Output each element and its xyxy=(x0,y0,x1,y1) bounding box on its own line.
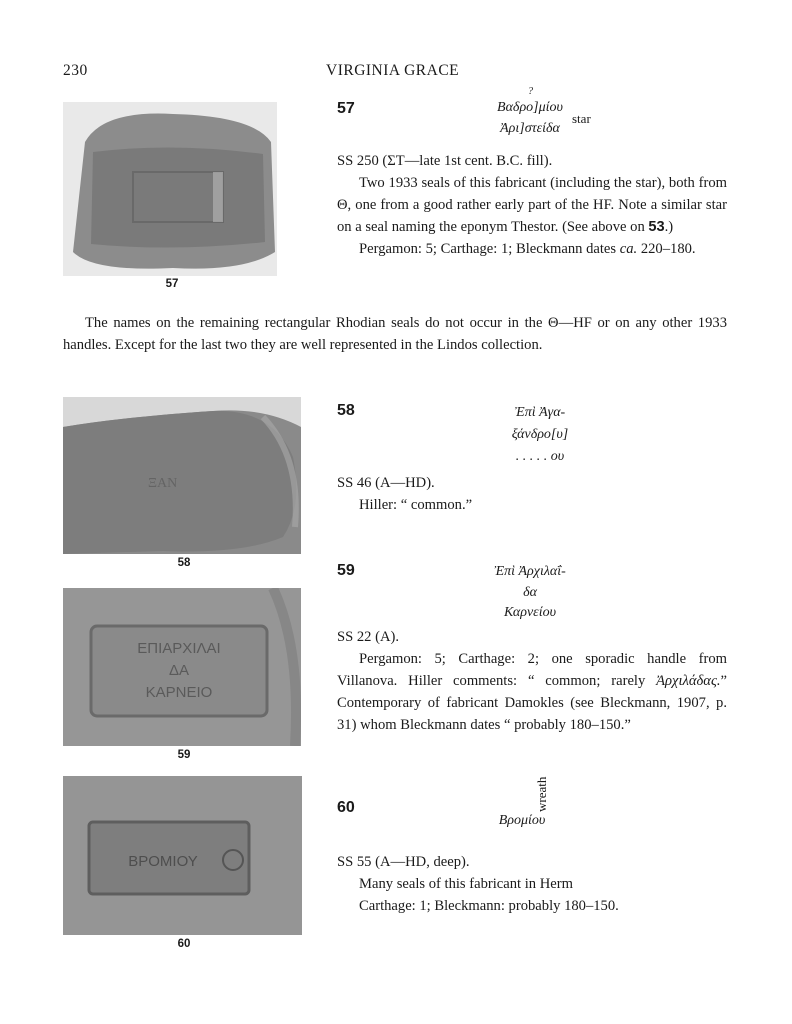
entry-text-59 xyxy=(337,626,727,736)
photo-handle-59 xyxy=(63,588,301,746)
photo-handle-60 xyxy=(63,776,302,935)
inscription-side-note: wreath xyxy=(534,776,549,812)
figure-caption: 57 xyxy=(165,278,179,290)
cross-reference: 53 xyxy=(648,219,665,235)
inscription-line: ξάνδρο[υ] xyxy=(511,427,569,442)
text-run: 220–180. xyxy=(637,241,696,257)
figure-caption: 59 xyxy=(177,749,191,761)
entry-text-58 xyxy=(337,472,727,516)
text-line: SS 250 (ΣΤ—late 1st cent. B.C. fill). xyxy=(337,153,553,169)
figure-caption: 60 xyxy=(177,938,191,950)
inscription-line: Βρομίου xyxy=(498,813,546,828)
stamp-text: ΒΡΟΜΙΟΥ xyxy=(128,853,198,870)
page-number: 230 xyxy=(63,62,88,79)
inscription-line: Ἀρι]στείδα xyxy=(500,121,560,136)
text-paragraph xyxy=(337,238,727,260)
text-run: .) xyxy=(664,219,674,235)
entry-text-60 xyxy=(337,851,727,917)
photo-handle-58 xyxy=(63,397,301,554)
inscription-line: Βαδρο]μίου xyxy=(497,100,563,115)
text-paragraph: Carthage: 1; Bleckmann: probably 180–150. xyxy=(359,898,619,914)
running-title: VIRGINIA GRACE xyxy=(326,62,460,79)
text-run: ” Contemporary of fabricant Damokles (see Bleckmann, 1907, p. 31) whom Bleckmann dates “ probably 180–150.” xyxy=(337,673,727,733)
text-run-italic: Ἀρχιλάδας. xyxy=(656,673,721,689)
entry-number: 57 xyxy=(337,100,355,117)
text-paragraph xyxy=(337,172,727,238)
text-run-italic: ca. xyxy=(619,241,638,257)
text-run: Two 1933 seals of this fabricant (including the star), both from Θ, one from a good rather early part of the HF. Note a similar star on a seal naming the eponym Thestor. (See above on xyxy=(337,175,727,235)
text-run: Pergamon: 5; Carthage: 2; one sporadic handle from Villanova. Hiller comments: “ common; rarely xyxy=(337,651,727,689)
text-line: SS 22 (A). xyxy=(337,629,400,645)
text-line: SS 55 (A—HD, deep). xyxy=(337,854,470,870)
entry-number: 58 xyxy=(337,402,355,419)
stamp-text: ΕΠΙΑΡΧΙΛΑΙ xyxy=(137,640,221,657)
inscription-side-note: star xyxy=(572,111,591,126)
inscription-line: Καρνείου xyxy=(503,605,557,620)
figure-caption: 58 xyxy=(177,557,191,569)
photo-handle-57 xyxy=(63,102,277,276)
inscription-mark: ? xyxy=(528,86,533,97)
text-paragraph xyxy=(337,648,727,736)
svg-text:ΞΑΝ: ΞΑΝ xyxy=(148,476,178,491)
inscription-line: . . . . . ου xyxy=(515,449,565,464)
text-paragraph: The names on the remaining rectangular Rhodian seals do not occur in the Θ—HF or on any other 1933 handles. Except for the last two they are well represented in the Lindos collection. xyxy=(63,315,727,353)
stamp-text: ΚΑΡΝΕΙΟ xyxy=(145,684,213,701)
stamp-text: ΔΑ xyxy=(168,662,190,679)
inscription-line: δα xyxy=(523,585,537,600)
text-paragraph: Many seals of this fabricant in Herm xyxy=(359,876,573,892)
interlude-paragraph xyxy=(63,312,727,356)
entry-text-57 xyxy=(337,150,727,260)
inscription-line: Ἐπὶ Ἀγα- xyxy=(514,405,566,420)
text-line: SS 46 (A—HD). xyxy=(337,475,435,491)
entry-number: 60 xyxy=(337,799,355,816)
text-run: Pergamon: 5; Carthage: 1; Bleckmann dates xyxy=(359,241,620,257)
inscription-line: Ἐπὶ Ἀρχιλαΐ- xyxy=(494,564,566,579)
entry-number: 59 xyxy=(337,562,355,579)
text-paragraph: Hiller: “ common.” xyxy=(359,497,473,513)
